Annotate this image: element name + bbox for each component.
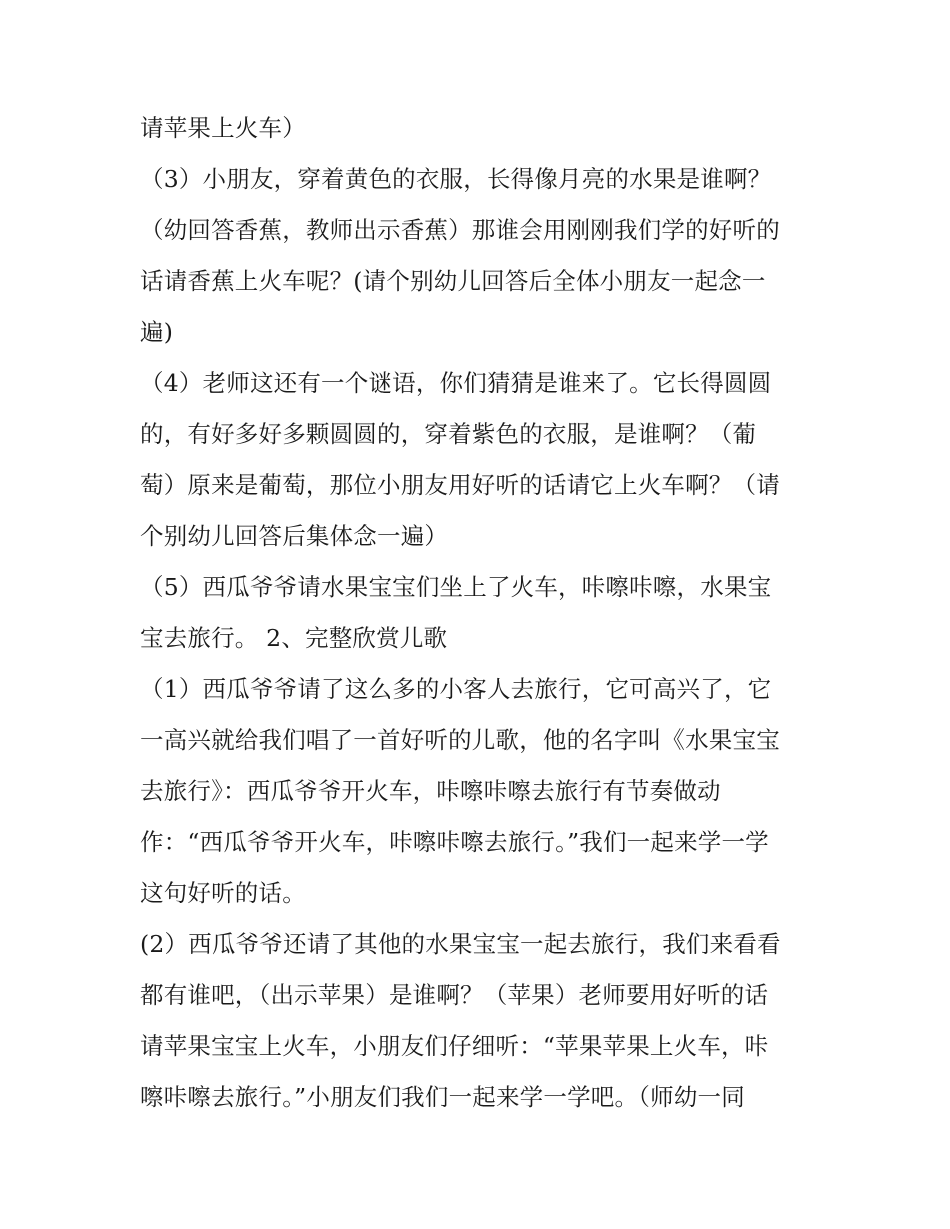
text-line: 宝去旅行。 2、完整欣赏儿歌 xyxy=(140,624,448,652)
text-line: （5）西瓜爷爷请水果宝宝们坐上了火车，咔嚓咔嚓，水果宝 xyxy=(140,573,772,601)
text-line: 的，有好多好多颗圆圆的，穿着紫色的衣服，是谁啊？（葡 xyxy=(140,420,757,448)
text-line: （1）西瓜爷爷请了这么多的小客人去旅行，它可高兴了，它 xyxy=(140,675,772,703)
text-line: 个别幼儿回答后集体念一遍） xyxy=(140,522,449,550)
text-line: 萄）原来是葡萄，那位小朋友用好听的话请它上火车啊？（请 xyxy=(140,471,780,499)
text-line: 去旅行》：西瓜爷爷开火车，咔嚓咔嚓去旅行有节奏做动 xyxy=(140,777,721,805)
text-line: 遍) xyxy=(140,318,174,346)
text-line: 这句好听的话。 xyxy=(140,879,306,907)
text-line: 话请香蕉上火车呢？(请个别幼儿回答后全体小朋友一起念一 xyxy=(140,267,766,295)
text-line: 作：“西瓜爷爷开火车，咔嚓咔嚓去旅行。”我们一起来学一学 xyxy=(140,828,769,856)
text-line: （4）老师这还有一个谜语，你们猜猜是谁来了。它长得圆圆 xyxy=(140,369,772,397)
text-line: 请苹果宝宝上火车，小朋友们仔细听：“苹果苹果上火车，咔 xyxy=(140,1032,769,1060)
text-line: 一高兴就给我们唱了一首好听的儿歌，他的名字叫《水果宝宝 xyxy=(140,726,780,754)
text-line: 请苹果上火车） xyxy=(140,114,306,142)
text-line: （幼回答香蕉，教师出示香蕉）那谁会用刚刚我们学的好听的 xyxy=(140,216,780,244)
text-line: （3）小朋友，穿着黄色的衣服，长得像月亮的水果是谁啊？ xyxy=(140,165,772,193)
text-line: (2）西瓜爷爷还请了其他的水果宝宝一起去旅行，我们来看看 xyxy=(140,930,781,958)
text-line: 嚓咔嚓去旅行。”小朋友们我们一起来学一学吧。（师幼一同 xyxy=(140,1083,745,1111)
text-line: 都有谁吧，（出示苹果）是谁啊？（苹果）老师要用好听的话 xyxy=(140,981,769,1009)
